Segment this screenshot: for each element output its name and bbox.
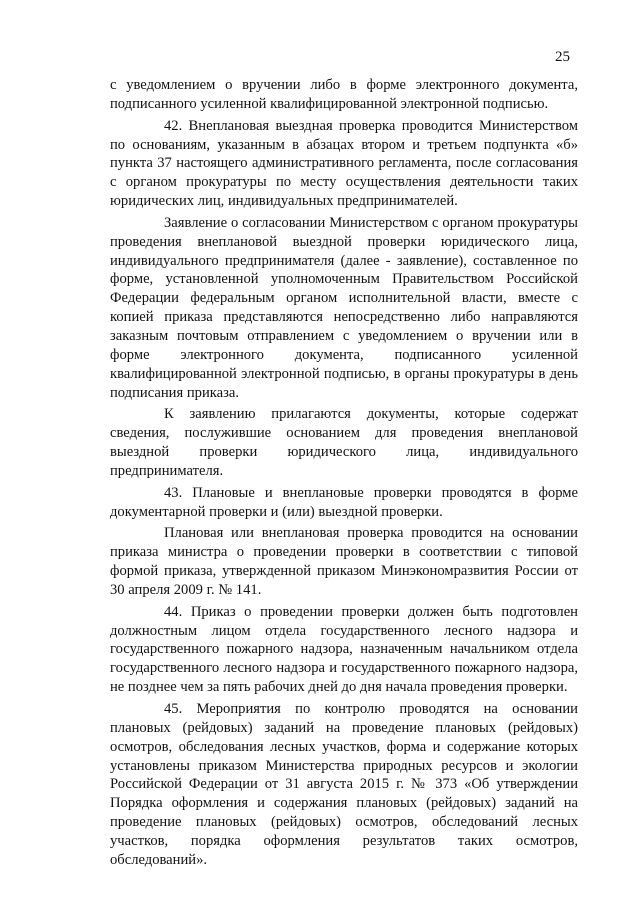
page-number: 25 bbox=[555, 49, 570, 65]
paragraph-order-basis: Плановая или внеплановая проверка проводится на основании приказа министра о проведении проверки в соответствии с типовой формой приказа, утвержденной приказом Минэкономразвития России от 30 апреля 2009 г. № 141. bbox=[110, 525, 578, 598]
paragraph-42: 42. Внеплановая выездная проверка проводится Министерством по основаниям, указанным в абзацах втором и третьем подпункта «б» пункта 37 настоящего административного регламента, после согласования с органом прокуратуры по месту осуществления деятельности таких юридических лиц, индивидуальных предпринимателей. bbox=[110, 117, 578, 210]
paragraph-44: 44. Приказ о проведении проверки должен быть подготовлен должностным лицом отдела государственного лесного надзора и государственного пожарного надзора, назначенным начальником отдела государственного лесного надзора и государственного пожарного надзора, не позднее чем за пять рабочих дней до дня начала проведения проверки. bbox=[110, 603, 578, 696]
paragraph-45: 45. Мероприятия по контролю проводятся на основании плановых (рейдовых) заданий на проведение плановых (рейдовых) осмотров, обследования лесных участков, форма и содержание которых установлены приказом Министерства природных ресурсов и экологии Российской Федерации от 31 августа 2015 г. № 373 «Об утверждении Порядка оформления и содержания плановых (рейдовых) заданий на проведение плановых (рейдовых) осмотров, обследований лесных участков, порядка оформления результатов таких осмотров, обследований». bbox=[110, 701, 578, 868]
paragraph-application: Заявление о согласовании Министерством с органом прокуратуры проведения внеплановой выездной проверки юридического лица, индивидуального предпринимателя (далее - заявление), составленное по форме, установленной уполномоченным Правительством Российской Федерации федеральным органом исполнительной власти, вместе с копией приказа представляются непосредственно либо направляются заказным почтовым отправлением с уведомлением о вручении или в форме электронного документа, подписанного усиленной квалифицированной электронной подписью, в органы прокуратуры в день подписания приказа. bbox=[110, 214, 578, 401]
paragraph-continuation: с уведомлением о вручении либо в форме электронного документа, подписанного усиленной квалифицированной электронной подписью. bbox=[110, 77, 578, 112]
document-body bbox=[110, 76, 578, 873]
paragraph-43: 43. Плановые и внеплановые проверки проводятся в форме документарной проверки и (или) выездной проверки. bbox=[110, 484, 578, 520]
paragraph-attachments: К заявлению прилагаются документы, которые содержат сведения, послужившие основанием для проведения внеплановой выездной проверки юридического лица, индивидуального предпринимателя. bbox=[110, 406, 578, 479]
